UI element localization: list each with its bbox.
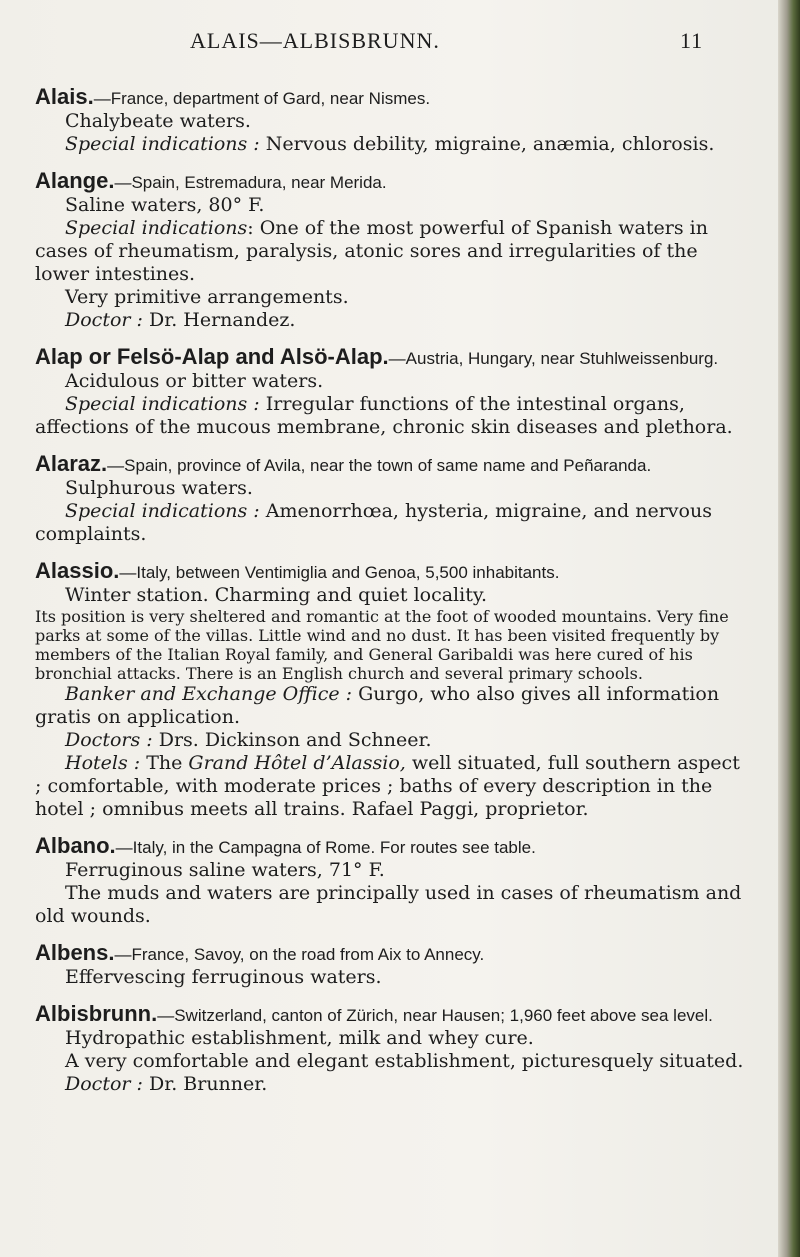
entry-indications: Special indications : Amenorrhœa, hysteria, migraine, and nervous complaints. [35,500,712,545]
entry-name: Albens. [35,940,115,965]
entry-alange [35,170,750,332]
entry-alais [35,86,750,156]
entry-name: Albisbrunn. [35,1001,158,1026]
entry-note: Very primitive arrangements. [65,286,349,308]
entry-waters: Sulphurous waters. [65,477,253,499]
entry-text: A very comfortable and elegant establishment, picturesquely situated. [65,1050,744,1072]
entry-indications: Special indications : Irregular functions of the intestinal organs, affections of the mucous membrane, chronic skin diseases and plethora. [35,393,733,438]
entry-doctor: Doctor : Dr. Brunner. [65,1073,268,1095]
entry-name: Alais. [35,84,94,109]
entry-albano [35,835,750,928]
entry-albisbrunn [35,1003,750,1096]
entry-location: —Spain, province of Avila, near the town of same name and Peñaranda. [107,456,652,475]
entry-waters: Ferruginous saline waters, 71° F. [65,859,385,881]
entry-description: Its position is very sheltered and romantic at the foot of wooded mountains. Very fine parks at some of the villas. Little wind and no dust. It has been visited frequently by members of the Italian Royal family, and General Garibaldi was here cured of his bronchial attacks. There is an English church and several primary schools. [35,607,729,683]
book-binding-edge [778,0,800,1257]
page-number: 11 [680,28,704,53]
header-title: ALAIS—ALBISBRUNN. [190,28,440,53]
entry-alassio [35,560,750,821]
entry-waters: Winter station. Charming and quiet locality. [65,584,488,606]
entry-name: Alange. [35,168,115,193]
entry-albens [35,942,750,989]
entry-name: Alassio. [35,558,120,583]
entry-waters: Chalybeate waters. [65,110,251,132]
entry-location: —France, Savoy, on the road from Aix to Annecy. [114,945,485,964]
entry-doctor: Doctors : Drs. Dickinson and Schneer. [65,729,432,751]
entry-indications: Special indications: One of the most powerful of Spanish waters in cases of rheumatism, paralysis, atonic sores and irregularities of the lower intestines. [35,217,708,285]
entry-location: —Austria, Hungary, near Stuhlweissenburg. [388,349,719,368]
entry-location: —Spain, Estremadura, near Merida. [114,173,387,192]
entry-name: Alaraz. [35,451,108,476]
entry-waters: Acidulous or bitter waters. [65,370,324,392]
entry-location: —France, department of Gard, near Nismes. [93,89,431,108]
entry-doctor: Doctor : Dr. Hernandez. [65,309,296,331]
entry-location: —Italy, in the Campagna of Rome. For routes see table. [115,838,536,857]
entry-waters: Saline waters, 80° F. [65,194,265,216]
entry-location: —Switzerland, canton of Zürich, near Hausen; 1,960 feet above sea level. [157,1006,713,1025]
entry-hotels: Hotels : The Grand Hôtel d’Alassio, well situated, full southern aspect ; comfortable, with moderate prices ; baths of every description in the hotel ; omnibus meets all trains. Rafael Paggi, proprietor. [35,752,740,820]
entry-indications: Special indications : Nervous debility, migraine, anæmia, chlorosis. [65,133,715,155]
entry-location: —Italy, between Ventimiglia and Genoa, 5,500 inhabitants. [119,563,560,582]
running-header [190,28,704,54]
entries [35,86,750,1110]
entry-alap [35,346,750,439]
entry-name: Alap or Felsö-Alap and Alsö-Alap. [35,344,389,369]
entry-waters: Effervescing ferruginous waters. [65,966,382,988]
entry-waters: Hydropathic establishment, milk and whey cure. [65,1027,534,1049]
entry-name: Albano. [35,833,116,858]
entry-banker: Banker and Exchange Office : Gurgo, who also gives all information gratis on application. [35,683,720,728]
entry-text: The muds and waters are principally used in cases of rheumatism and old wounds. [35,882,742,927]
entry-alaraz [35,453,750,546]
